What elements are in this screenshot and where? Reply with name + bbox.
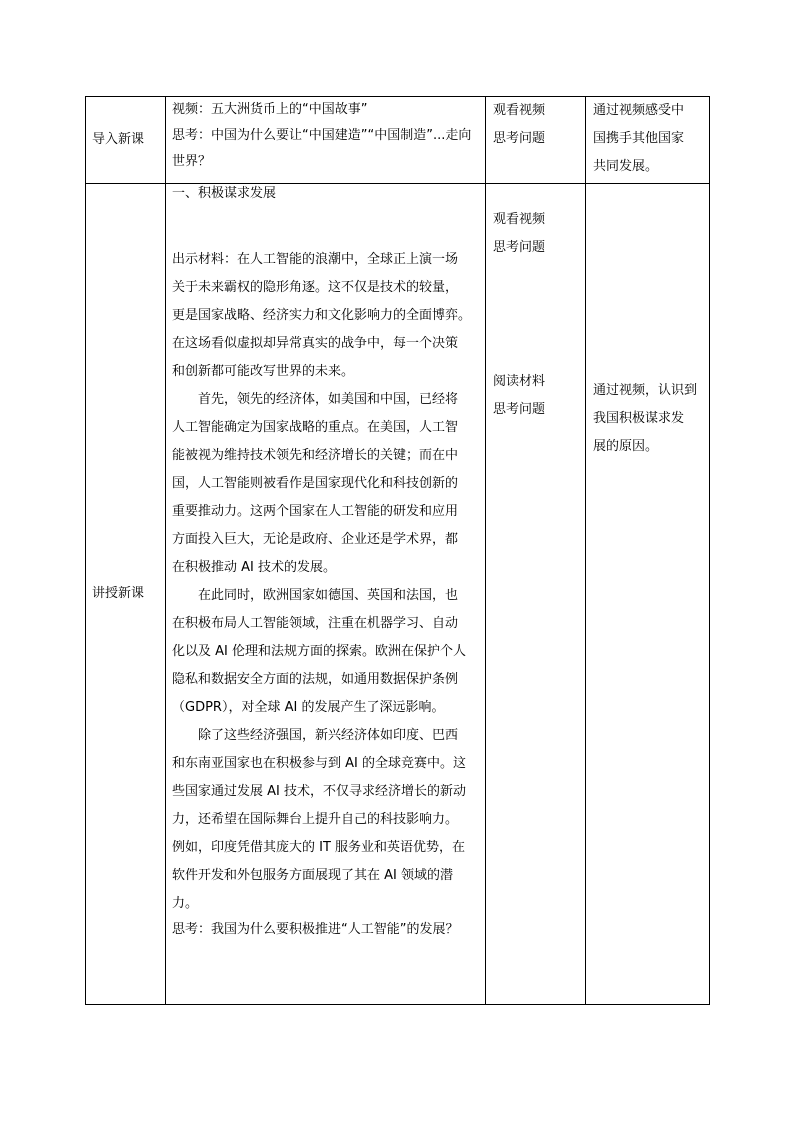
stage-label-lecture: [86, 184, 166, 1005]
spacer: [493, 184, 585, 206]
stage-label-intro: [86, 97, 166, 184]
activity-line: 思考问题: [493, 402, 546, 417]
paragraph-line: 例如，印度凭借其庞大的 IT 服务业和英语优势，在: [172, 840, 466, 855]
content-cell-lecture: [166, 184, 486, 1005]
spacer: [593, 184, 703, 377]
paragraph-line: 力，还希望在国际舞台上提升自己的科技影响力。: [172, 812, 459, 827]
paragraph-line: 些国家通过发展 AI 技术，不仅寻求经济增长的新动: [172, 784, 466, 799]
paragraph-line: 在此同时，欧洲国家如德国、英国和法国，也: [198, 588, 459, 603]
paragraph-line: 国，人工智能则被看作是国家现代化和科技创新的: [172, 476, 459, 491]
stage-label-text: 导入新课: [92, 132, 145, 147]
paragraph-line: 人工智能确定为国家战略的重点。在美国，人工智: [172, 420, 459, 435]
purpose-cell-intro: [586, 97, 710, 184]
paragraph-line: 隐私和数据安全方面的法规，如通用数据保护条例: [172, 672, 459, 687]
paragraph-line: 能被视为维持技术领先和经济增长的关键；而在中: [172, 448, 459, 463]
activity-cell-intro: [486, 97, 586, 184]
purpose-cell-lecture: [586, 184, 710, 1005]
material-line: 关于未来霸权的隐形角逐。这不仅是技术的较量，: [172, 280, 459, 295]
paragraph-line: 首先，领先的经济体，如美国和中国，已经将: [198, 392, 459, 407]
content-line: 思考：中国为什么要让“中国建造”“中国制造”...走向: [172, 128, 472, 143]
material-line: 出示材料：在人工智能的浪潮中，全球正上演一场: [172, 252, 459, 267]
content-line: 视频：五大洲货币上的“中国故事”: [172, 102, 368, 117]
paragraph-line: 化以及 AI 伦理和法规方面的探索。欧洲在保护个人: [172, 644, 466, 659]
purpose-line: 我国积极谋求发: [593, 411, 685, 426]
purpose-line: 共同发展。: [593, 159, 659, 174]
purpose-line: 通过视频，认识到: [593, 383, 698, 398]
activity-line: 观看视频: [493, 103, 546, 118]
paragraph-line: 除了这些经济强国，新兴经济体如印度、巴西: [198, 728, 459, 743]
purpose-line: 通过视频感受中: [593, 103, 685, 118]
activity-line: 思考问题: [493, 240, 546, 255]
content-cell-intro: [166, 97, 486, 184]
spacer: [493, 262, 585, 368]
stage-label-text: 讲授新课: [92, 586, 145, 601]
lesson-plan-table: [85, 96, 710, 1005]
purpose-line: 国携手其他国家: [593, 131, 685, 146]
activity-line: 阅读材料: [493, 374, 546, 389]
paragraph-line: 方面投入巨大，无论是政府、企业还是学术界，都: [172, 532, 459, 547]
paragraph-line: 在积极布局人工智能领域，注重在机器学习、自动: [172, 616, 459, 631]
section-title: 一、积极谋求发展: [172, 186, 277, 201]
question-line: 思考：我国为什么要积极推进“人工智能”的发展？: [172, 922, 459, 937]
material-line: 和创新都可能改写世界的未来。: [172, 364, 355, 379]
activity-cell-lecture: [486, 184, 586, 1005]
material-line: 更是国家战略、经济实力和文化影响力的全面博弈。: [172, 308, 472, 323]
paragraph-line: 重要推动力。这两个国家在人工智能的研发和应用: [172, 504, 459, 519]
table-row-lecture: [86, 184, 710, 1005]
paragraph-line: 软件开发和外包服务方面展现了其在 AI 领域的潜: [172, 868, 453, 883]
spacer: [172, 204, 479, 246]
paragraph-line: 在积极推动 AI 技术的发展。: [172, 560, 336, 575]
material-line: 在这场看似虚拟却异常真实的战争中，每一个决策: [172, 336, 459, 351]
activity-line: 观看视频: [493, 212, 546, 227]
table-row-intro: [86, 97, 710, 184]
paragraph-line: 和东南亚国家也在积极参与到 AI 的全球竞赛中。这: [172, 756, 466, 771]
purpose-line: 展的原因。: [593, 439, 659, 454]
paragraph-line: 力。: [172, 896, 199, 911]
content-line: 世界？: [172, 154, 212, 169]
activity-line: 思考问题: [493, 131, 546, 146]
paragraph-line: （GDPR），对全球 AI 的发展产生了深远影响。: [172, 700, 445, 715]
